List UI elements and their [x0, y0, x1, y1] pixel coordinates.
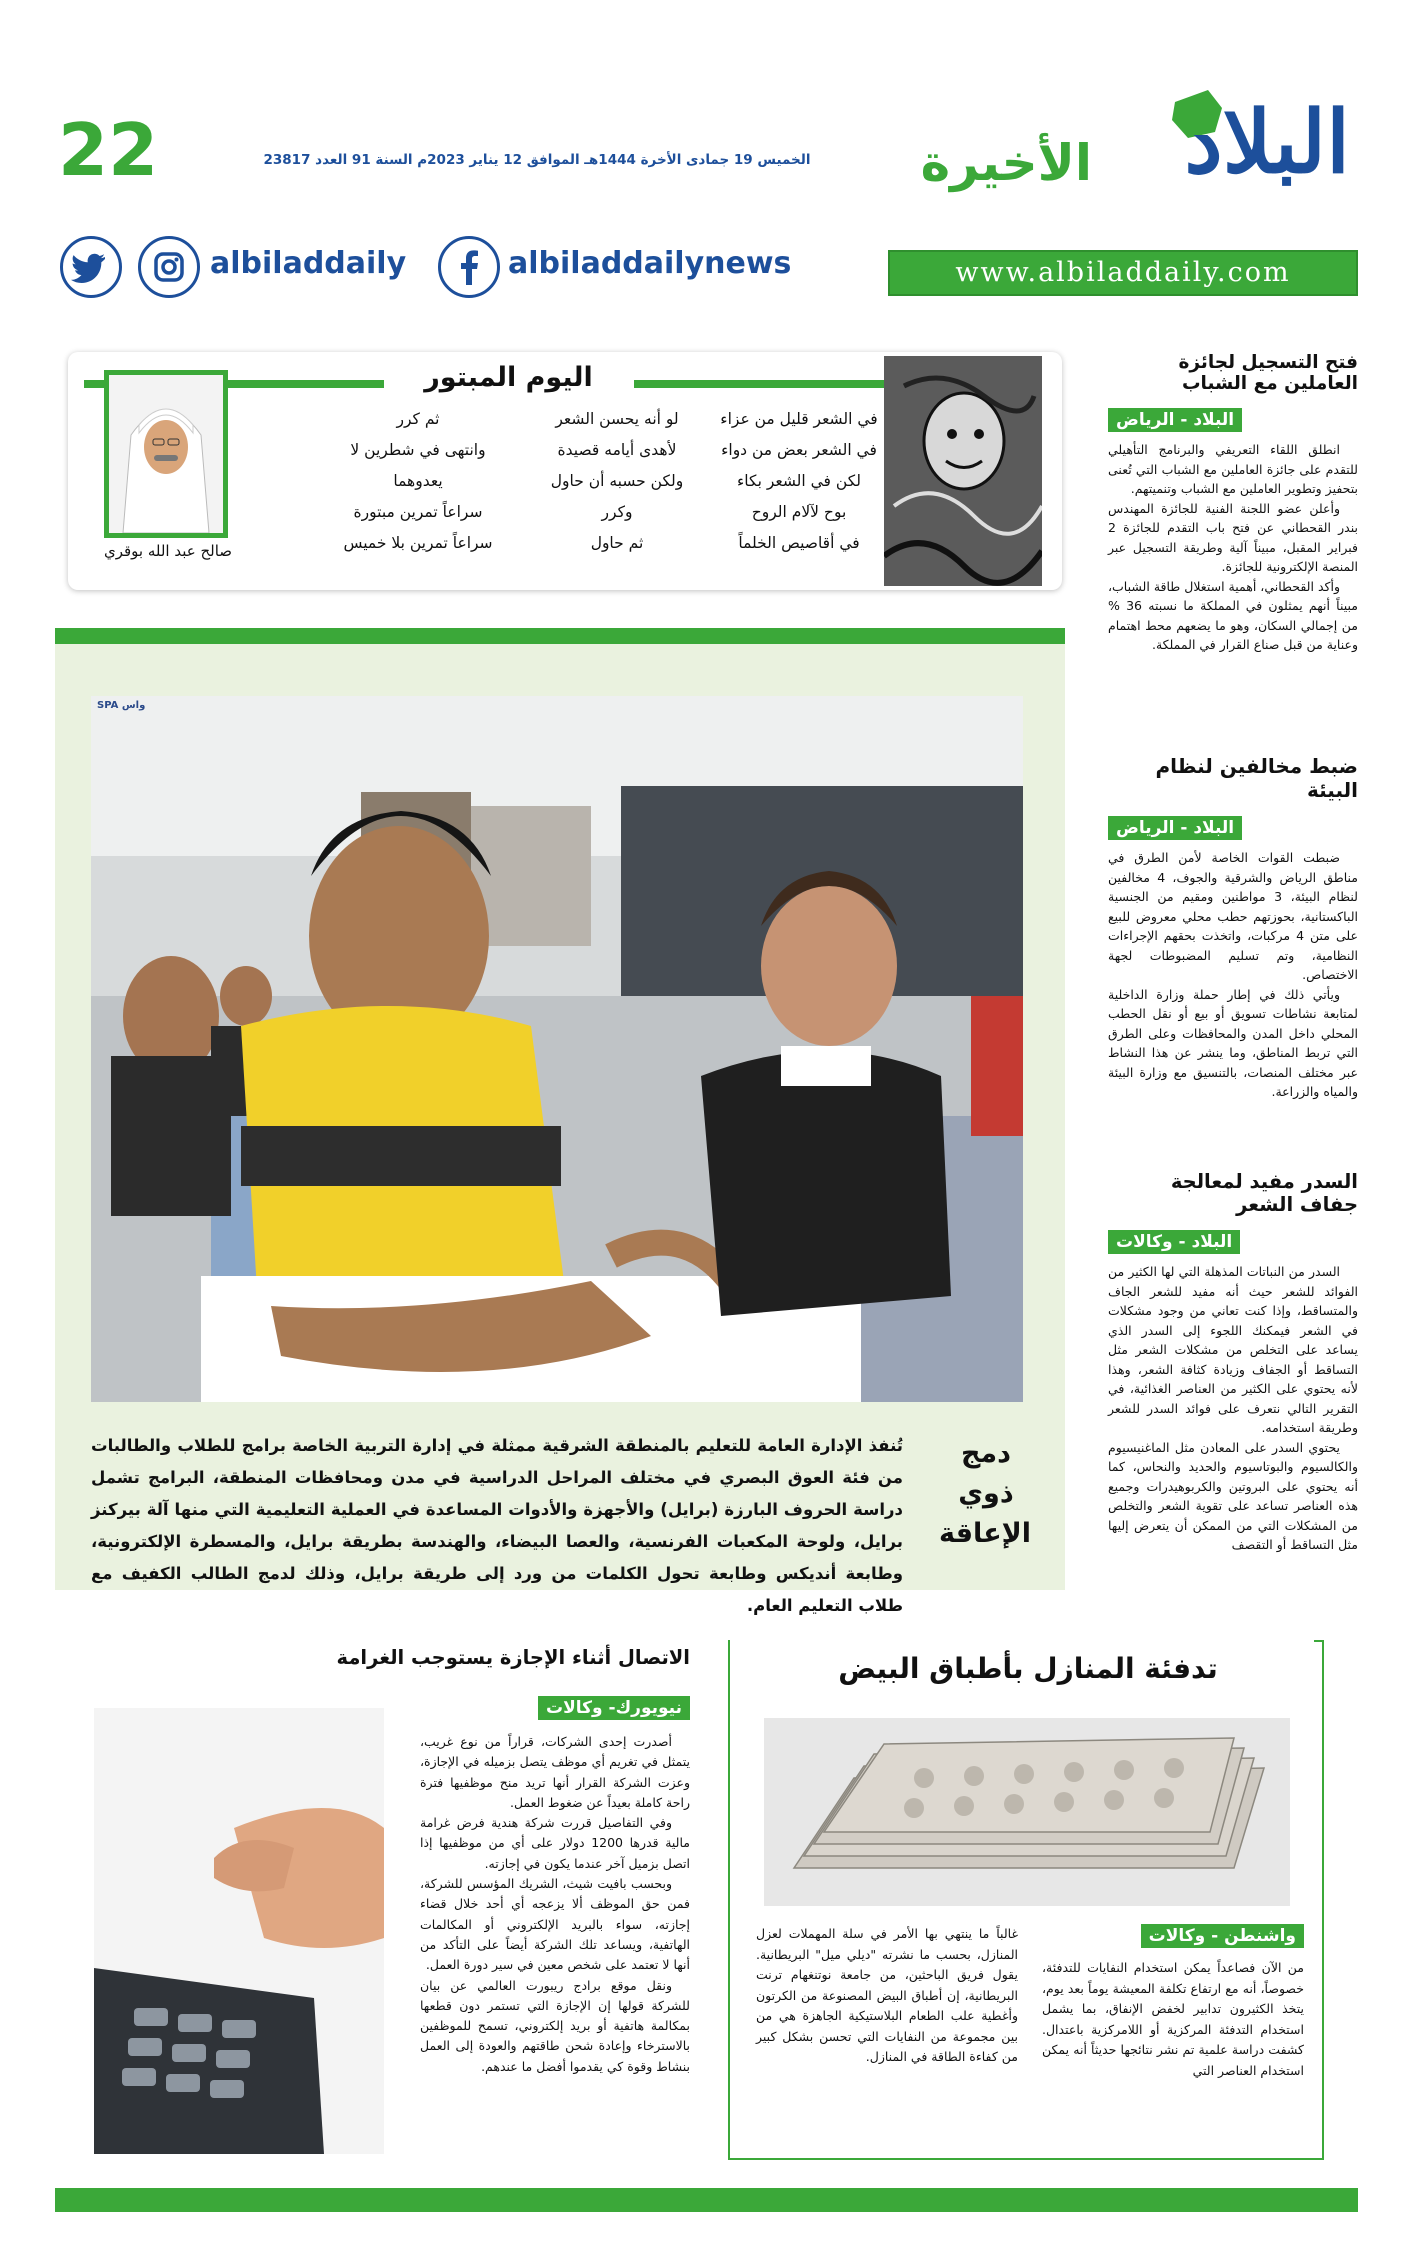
poem-line: ثم كرر — [396, 410, 440, 428]
brand-logo — [890, 80, 1360, 220]
eggs-article — [728, 1640, 1324, 2160]
column-title: اليوم المبتور — [424, 362, 593, 393]
feature-photo — [91, 696, 1023, 1402]
article-tag: البلاد - وكالات — [1108, 1230, 1240, 1254]
sidebar-article — [1108, 754, 1358, 1102]
sidebar — [1108, 352, 1358, 1602]
poem-column-1 — [714, 404, 884, 559]
article-paragraph: انطلق اللقاء التعريفي والبرنامج التأهيلي للتقدم على جائزة العاملين مع الشباب التي تُعنى بتحفيز وتطوير العاملين مع الشباب وتنميتهم. — [1108, 442, 1358, 496]
poem-column-2 — [532, 404, 702, 559]
phone-tag: نيويورك- وكالات — [538, 1696, 690, 1720]
article-paragraph: ويأتي ذلك في إطار حملة وزارة الداخلية لمتابعة نشاطات تسويق أو بيع أو نقل الحطب المحلي داخل المدن والمحافظات وعلى الطرق التي تربط المناطق، وما ينشر عن هذا النشاط عبر مختلف المنصات، بالتنسيق مع وزارة البيئة والمياه والزراعة. — [1108, 986, 1358, 1099]
page-number: 22 — [58, 108, 159, 192]
poem-line: لأهدى أيامه قصيدة — [557, 441, 677, 459]
eggs-top-rule-right — [1314, 1640, 1324, 1642]
poem-line: بوح لآلام الروح — [751, 503, 847, 521]
article-tag: البلاد - الرياض — [1108, 408, 1242, 432]
website-url[interactable]: www.albiladdaily.com — [955, 257, 1291, 288]
photo-credit: واس SPA — [97, 700, 146, 711]
author-photo — [104, 370, 228, 538]
section-title: الأخيرة — [920, 134, 1092, 192]
eggs-col-left: غالباً ما ينتهي بها الأمر في سلة المهملات لعزل المنازل، بحسب ما نشرته "ديلي ميل" البريطانية. يقول فريق الباحثين، من جامعة نوتنغهام ترنت البريطانية، إن أطباق البيض المصنوعة من الكرتون وأغطية علب الطعام البلاستيكية الجاهزة هي من بين مجموعة من النفايات التي تحسن بشكل كبير من كفاءة الطاقة في المنازل. — [756, 1926, 1018, 2064]
sidebar-article — [1108, 1170, 1358, 1555]
poem-line: سراعاً تمرين مبتورة — [353, 503, 483, 521]
poem-line: وكرر — [601, 503, 633, 521]
phone-photo — [94, 1708, 384, 2154]
article-paragraph: ضبطت القوات الخاصة لأمن الطرق في مناطق الرياض والشرقية والجوف، 4 مخالفين لنظام البيئة، 3 مواطنين ومقيم من الجنسية الباكستانية، بحوزتهم حطب محلي معروض للبيع على متن 4 مركبات، واتخذت بحقهم الإجراءات النظامية، وتم تسليم المضبوطات لجهة الاختصاص. — [1108, 850, 1358, 982]
column-illustration — [884, 356, 1042, 586]
eggs-headline: تدفئة المنازل بأطباق البيض — [838, 1652, 1218, 1685]
phone-headline: الاتصال أثناء الإجازة يستوجب الغرامة — [336, 1646, 690, 1669]
phone-body — [420, 1732, 690, 2077]
article-tag: البلاد - الرياض — [1108, 816, 1242, 840]
opinion-column — [68, 352, 1062, 590]
poem-line: في الشعر بعض من دواء — [721, 441, 877, 459]
sidebar-article — [1108, 352, 1358, 655]
poem-line: سراعاً تمرين بلا خميس — [343, 534, 493, 552]
date-line: الخميس 19 جمادى الأخرة 1444هـ الموافق 12 يناير 2023م السنة 91 العدد 23817 — [263, 152, 811, 168]
eggs-col-right: من الآن فصاعداً يمكن استخدام النفايات للتدفئة، خصوصاً، أنه مع ارتفاع تكلفة المعيشة يوماً بعد يوم، يتخذ الكثيرون تدابير لخفض الإنفاق، بما يشمل استخدام التدفئة المركزية أو اللامركزية باعتدال. كشفت دراسة علمية تم نشر نتائجها حديثاً أنه يمكن استخدام العناصر التي — [1042, 1960, 1304, 2078]
poem-line: يعدوهما — [393, 472, 443, 490]
poem-line: ثم حاول — [590, 534, 644, 552]
poem-line: ولكن حسبه أن حاول — [550, 472, 684, 490]
poem-line: في أقاصيص الخلماً — [738, 534, 860, 552]
article-body — [1108, 848, 1358, 1102]
poem-line: لو أنه يحسن الشعر — [555, 410, 679, 428]
phone-paragraph: وفي التفاصيل قررت شركة هندية فرض غرامة مالية قدرها 1200 دولار على أي من موظفيها إذا اتصل بزميل آخر عندما يكون في إجازته. — [420, 1815, 690, 1871]
author-name: صالح عبد الله بوقري — [103, 542, 233, 560]
eggs-tag: واشنطن - وكالات — [1141, 1924, 1304, 1948]
twitter-instagram-handle[interactable]: albiladdaily — [210, 246, 407, 281]
article-paragraph: وأعلن عضو اللجنة الفنية للجائزة المهندس بندر القحطاني عن فتح باب التقدم للجائزة 2 فبراير المقبل، مبيناً آلية وطريقة التسجيل عبر المنصة الإلكترونية للجائزة. — [1108, 500, 1358, 574]
article-headline: السدر مفيد لمعالجة جفاف الشعر — [1170, 1170, 1358, 1216]
footer-bar — [55, 2188, 1358, 2212]
feature-panel — [55, 628, 1065, 1615]
poem-column-3 — [318, 404, 518, 559]
feature-headline: دمج ذوي الإعاقة — [939, 1438, 1031, 1549]
phone-article — [90, 1640, 690, 2160]
eggs-photo — [764, 1718, 1290, 1906]
facebook-icon[interactable] — [438, 236, 500, 298]
article-headline: فتح التسجيل لجائزة العاملين مع الشباب — [1178, 352, 1358, 394]
logo-wordmark: البلاد — [1184, 92, 1350, 193]
article-paragraph: وأكد القحطاني، أهمية استغلال طاقة الشباب، مبيناً أنهم يمثلون في المملكة ما نسبته 36 % من إجمالي السكان، وهو ما يضعهم محط اهتمام وعناية من قبل صناع القرار في المملكة. — [1108, 578, 1358, 652]
phone-paragraph: ونقل موقع برادج ريبورت العالمي عن بيان للشركة قولها إن الإجازة التي تستمر دون قطعها بمكالمة هاتفية أو بريد إلكتروني، تسمح للموظفين بالاسترخاء وإعادة شحن طاقتهم والعودة إلى العمل بنشاط وقوة كي يقدموا أفضل ما عندهم. — [420, 1977, 690, 2074]
twitter-icon[interactable] — [60, 236, 122, 298]
poem-line: لكن في الشعر بكاء — [737, 472, 861, 490]
social-row — [60, 232, 820, 302]
article-headline: ضبط مخالفين لنظام البيئة — [1155, 754, 1358, 802]
article-paragraph: السدر من النباتات المذهلة التي لها الكثير من الفوائد للشعر حيث أنه مفيد للشعر الجاف والمتساقط، وإذا كنت تعاني من وجود مشكلات في الشعر فيمكنك اللجوء إلى السدر الذي يساعد على التخلص من مشكلات الشعر مثل التساقط أو الجفاف وزيادة كثافة الشعر، وهذا لأنه يحتوي على الكثير من العناصر الغذائية، في التقرير التالي نتعرف على فوائد السدر للشعر وطريقة استخدامه. — [1108, 1264, 1358, 1435]
feature-caption: تُنفذ الإدارة العامة للتعليم بالمنطقة الشرقية ممثلة في إدارة التربية الخاصة برامج للطلاب والطالبات من فئة العوق البصري في مختلف المراحل الدراسية في مدن ومحافظات المنطقة، البرامج تشمل دراسة الحروف البارزة (برايل) والأجهزة والأدوات المساعدة في العملية التعليمية التي منها آلة بيركنز برايل، ولوحة المكعبات الفرنسية، والعصا البيضاء، والهندسة بطريقة برايل، والمسطرة الإلكترونية، وطابعة أنديكس وطابعة تحول الكلمات من ورد إلى طريقة برايل، وذلك لدمج الطالب الكفيف مع طلاب التعليم العام. — [91, 1436, 903, 1615]
phone-paragraph: أصدرت إحدى الشركات، قراراً من نوع غريب، يتمثل في تغريم أي موظف يتصل بزميله في الإجازة، وعزت الشركة القرار أنها تريد منح موظفيها فترة راحة كاملة بعيداً عن ضغوط العمل. — [420, 1734, 690, 1810]
eggs-tag-wrap — [1141, 1924, 1304, 1948]
facebook-handle[interactable]: albiladdailynews — [508, 246, 792, 281]
website-bar[interactable] — [888, 250, 1358, 296]
masthead — [0, 0, 1420, 320]
poem-line: وانتهى في شطرين لا — [350, 441, 486, 459]
article-body — [1108, 1262, 1358, 1555]
article-body — [1108, 440, 1358, 655]
column-rule-right — [634, 380, 884, 388]
phone-tag-wrap — [538, 1696, 690, 1720]
poem-line: في الشعر قليل من عزاء — [720, 410, 878, 428]
article-paragraph: يحتوي السدر على المعادن مثل الماغنيسيوم والكالسيوم والبوتاسيوم والحديد والنحاس، كما أنه يحتوي على البروتين والكربوهيدرات وجميع هذه العناصر تساعد على تقوية الشعر والتخلص من المشكلات التي من الممكن أن يتعرض إليها مثل التساقط أو التقصف — [1108, 1439, 1358, 1552]
instagram-icon[interactable] — [138, 236, 200, 298]
phone-paragraph: وبحسب بافيت شيث، الشريك المؤسس للشركة، فمن حق الموظف ألا يزعجه أي أحد خلال قضاء إجازته، سواء بالبريد الإلكتروني أو المكالمات الهاتفية، ويساعد تلك الشركة أيضاً على التأكد من أنها لا تعتمد على شخص معين في سير دورة العمل. — [420, 1876, 690, 1973]
